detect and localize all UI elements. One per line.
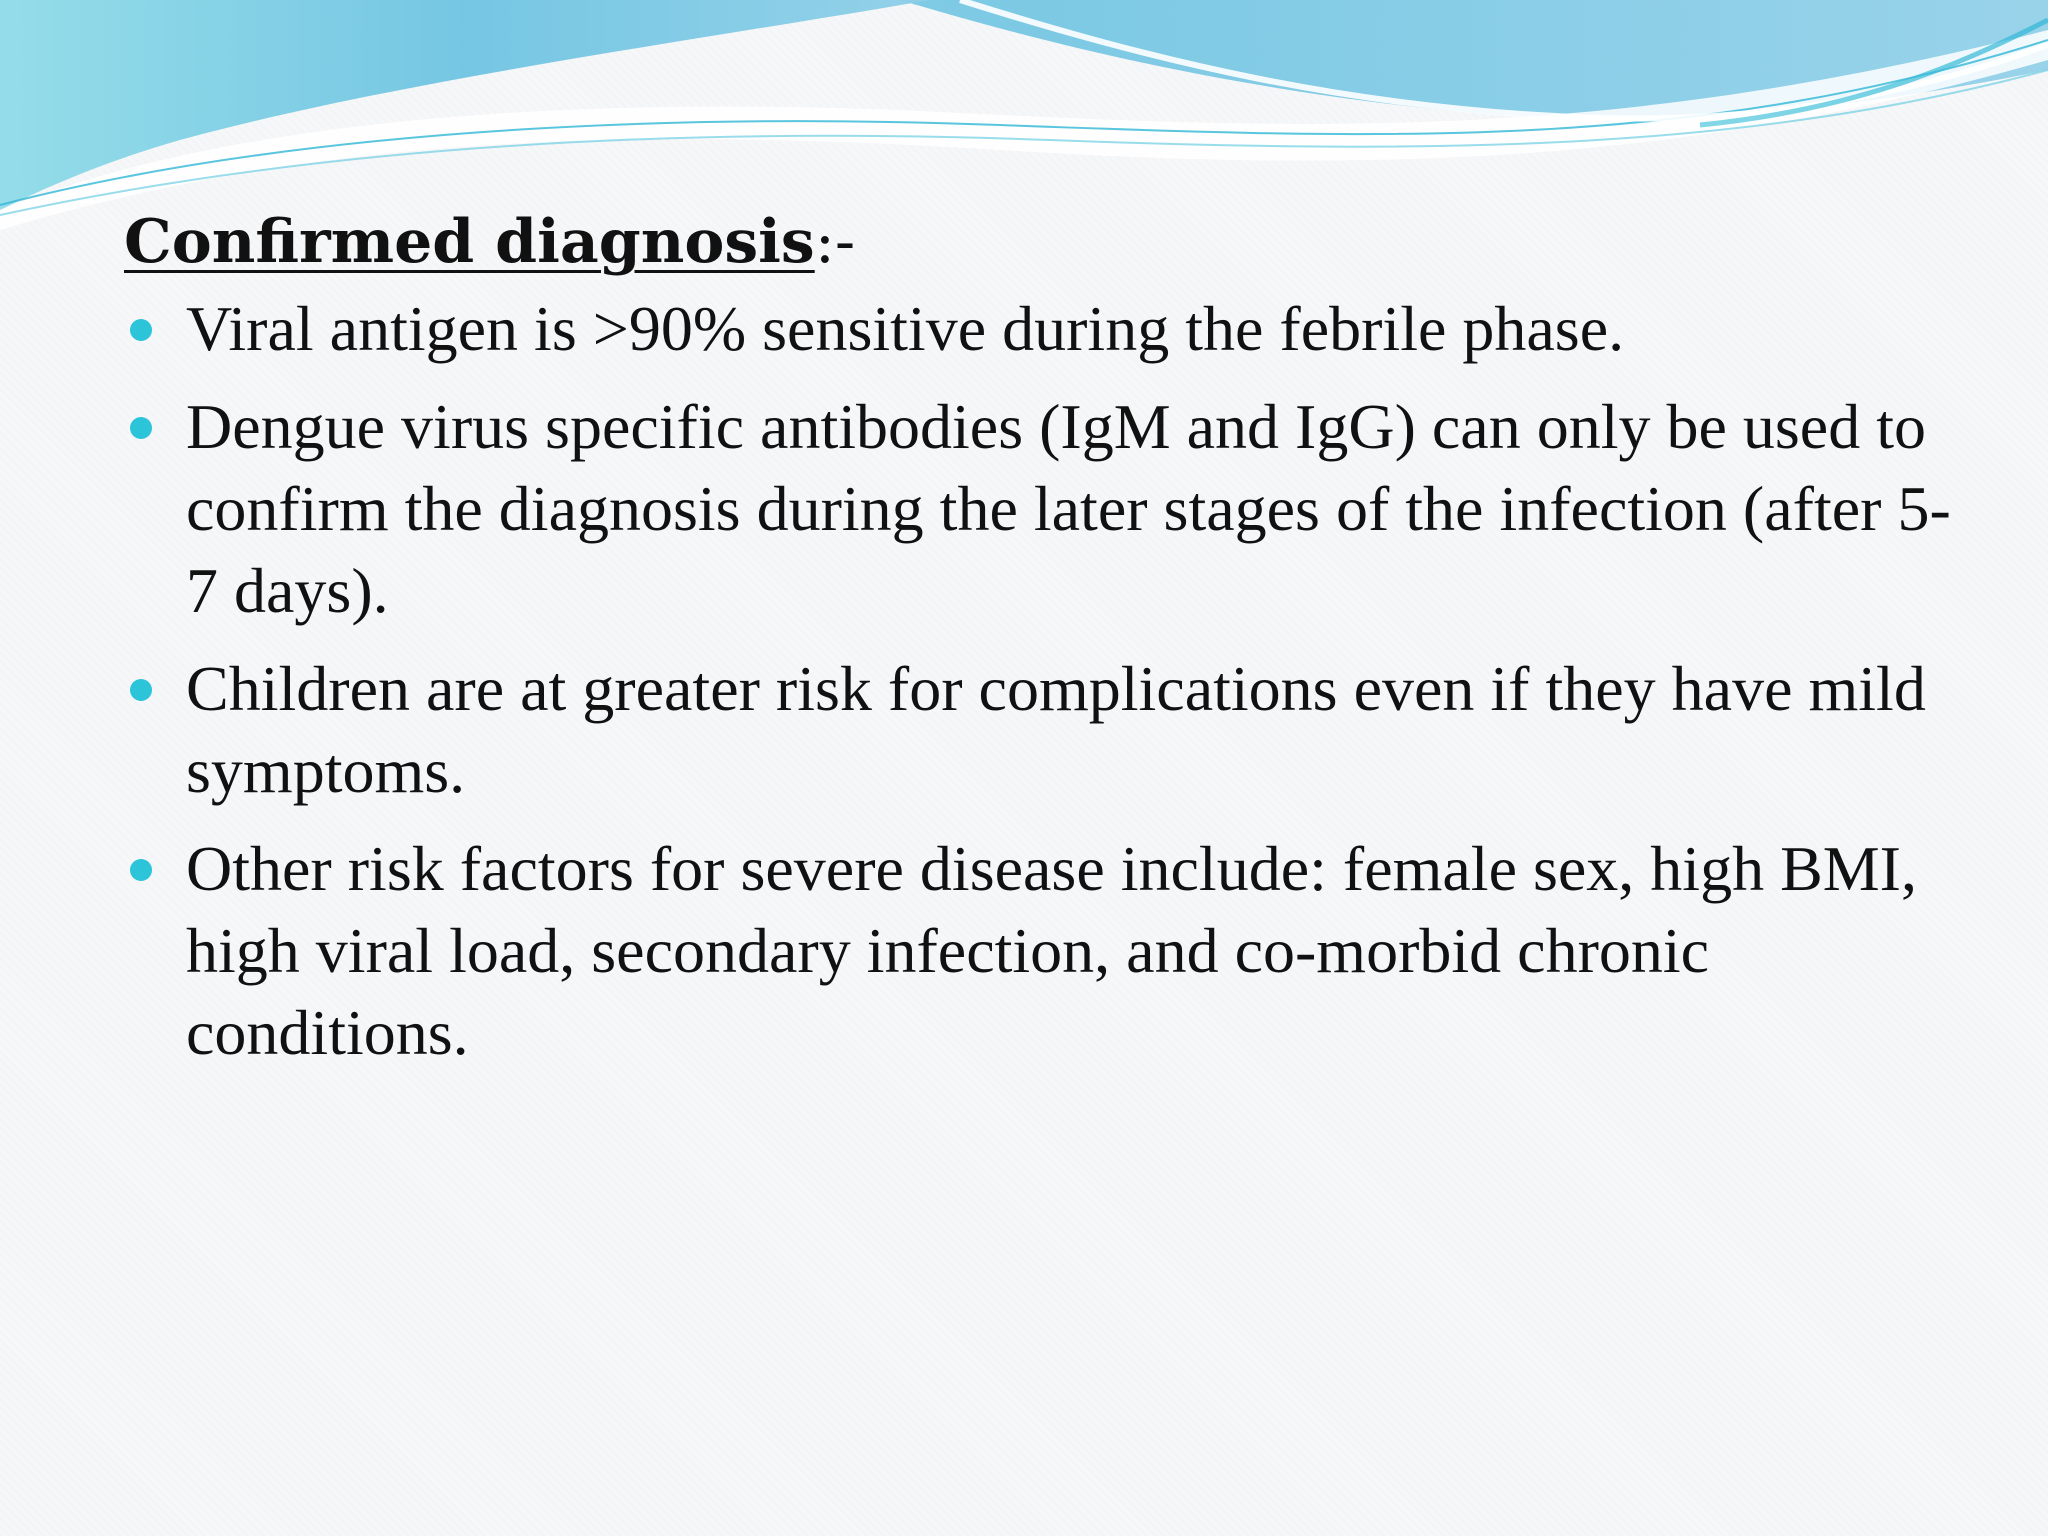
- list-item: [124, 386, 1964, 632]
- heading-suffix-text: :-: [814, 207, 856, 277]
- list-item: [124, 648, 1964, 812]
- bullet-text: Viral antigen is >90% sensitive during the febrile phase.: [186, 293, 1625, 364]
- bullet-text: Children are at greater risk for complications even if they have mild symptoms.: [186, 653, 1926, 806]
- bullet-dot-icon: [130, 859, 152, 881]
- slide-heading: [124, 196, 1964, 288]
- bullet-list: [124, 288, 1964, 1074]
- bullet-text: Dengue virus specific antibodies (IgM and IgG) can only be used to confirm the diagnosis during the later stages of the infection (after 5-7 days).: [186, 391, 1951, 626]
- list-item: [124, 828, 1964, 1074]
- slide-content: [124, 196, 1964, 1090]
- bullet-dot-icon: [130, 679, 152, 701]
- bullet-dot-icon: [130, 319, 152, 341]
- list-item: [124, 288, 1964, 370]
- heading-main-text: Confirmed diagnosis: [124, 207, 815, 277]
- bullet-dot-icon: [130, 417, 152, 439]
- bullet-text: Other risk factors for severe disease include: female sex, high BMI, high viral load, secondary infection, and co-morbid chronic conditions.: [186, 833, 1917, 1068]
